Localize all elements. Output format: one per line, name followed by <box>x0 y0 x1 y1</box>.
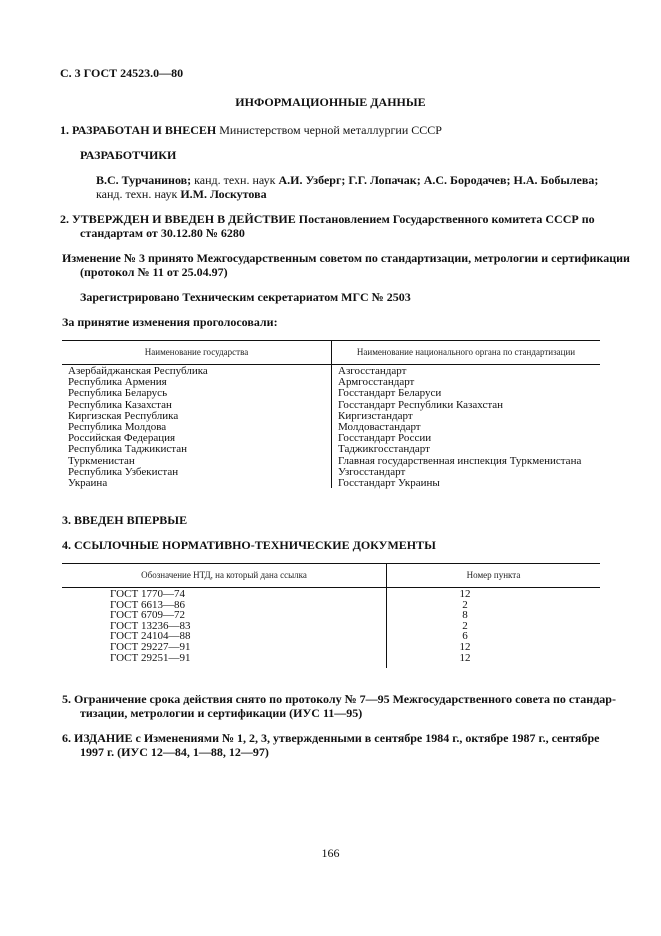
section-1 <box>60 123 442 137</box>
registration-note: Зарегистрировано Техническим секретариатом МГС № 2503 <box>80 290 411 304</box>
table-header: Наименование государства <box>144 347 249 357</box>
section-number: 2. <box>60 212 69 226</box>
table-cell: Республика Армения <box>68 376 167 389</box>
documents-column <box>110 589 190 663</box>
amendment-line-1: Изменение № 3 принято Межгосударственным советом по стандартизации, метрологии и сертификации <box>62 251 630 265</box>
states-column <box>68 366 208 489</box>
table-cell: 8 <box>462 609 468 622</box>
table-cell: Республика Казахстан <box>68 398 172 411</box>
section-number: 3. <box>62 513 71 527</box>
table-cell: Госстандарт Украины <box>338 477 440 490</box>
table-cell: 2 <box>462 619 468 632</box>
table-cell: Азгосстандарт <box>338 365 407 377</box>
developer-degree: канд. техн. наук <box>194 173 276 187</box>
developer-name: И.М. Лоскутова <box>180 187 267 201</box>
table-cell: Республика Молдова <box>68 421 167 434</box>
table-cell: ГОСТ 6613—86 <box>110 598 185 611</box>
table-cell: Российская Федерация <box>68 432 176 445</box>
section-number: 5. <box>62 692 71 706</box>
running-title: С. 3 ГОСТ 24523.0—80 <box>60 66 184 80</box>
section-5-line-2: тизации, метрологии и сертификации (ИУС 11—95) <box>80 706 363 720</box>
table-cell: ГОСТ 1770—74 <box>110 588 185 600</box>
amendment-line-2: (протокол № 11 от 25.04.97) <box>80 265 228 279</box>
table-cell: Туркменистан <box>68 454 135 467</box>
section-3 <box>62 513 187 527</box>
table-cell: 12 <box>459 640 471 653</box>
table-cell: Республика Узбекистан <box>68 465 179 478</box>
table-cell: Украина <box>68 477 108 490</box>
table-column-divider <box>331 340 332 488</box>
table-cell: Главная государственная инспекция Туркменистана <box>338 454 582 467</box>
developer-degree: канд. техн. наук <box>96 187 178 201</box>
developer-name: В.С. Турчанинов; <box>96 173 192 187</box>
developer-name: Н.А. Бобылева; <box>513 173 599 187</box>
table-cell: 6 <box>462 630 468 643</box>
section-2 <box>60 212 595 226</box>
bodies-column <box>338 366 581 489</box>
developer-name: А.С. Бородачев; <box>423 173 511 187</box>
table-cell: Госстандарт России <box>338 432 432 445</box>
developers-line-1 <box>96 173 598 187</box>
table-header: Наименование национального органа по стандартизации <box>356 347 576 357</box>
table-cell: ГОСТ 6709—72 <box>110 609 185 622</box>
table-cell: ГОСТ 24104—88 <box>110 630 191 643</box>
items-column <box>440 589 490 663</box>
section-heading: УТВЕРЖДЕН И ВВЕДЕН В ДЕЙСТВИЕ <box>72 212 296 226</box>
table-cell: Таджикгосстандарт <box>338 443 430 456</box>
section-2-line-2: стандартам от 30.12.80 № 6280 <box>80 226 245 240</box>
table-cell: Республика Беларусь <box>68 387 168 400</box>
table-cell: Узгосстандарт <box>338 465 406 478</box>
section-heading: ВВЕДЕН ВПЕРВЫЕ <box>74 513 188 527</box>
section-heading: ССЫЛОЧНЫЕ НОРМАТИВНО-ТЕХНИЧЕСКИЕ ДОКУМЕНТЫ <box>74 538 436 552</box>
table-cell: Киргизстандарт <box>338 409 413 422</box>
section-heading: РАЗРАБОТАН И ВНЕСЕН <box>72 123 217 137</box>
table-cell: Азербайджанская Республика <box>68 365 208 377</box>
page-title: ИНФОРМАЦИОННЫЕ ДАННЫЕ <box>235 95 426 109</box>
table-header: Номер пункта <box>466 570 521 580</box>
table-cell: Молдовастандарт <box>338 421 421 434</box>
section-6 <box>62 731 600 745</box>
table-cell: Армгосстандарт <box>338 376 415 389</box>
section-number: 4. <box>62 538 71 552</box>
developer-name: А.И. Узберг; <box>278 173 346 187</box>
table-cell: 12 <box>459 588 471 600</box>
section-text: Ограничение срока действия снято по протоколу № 7—95 Межгосударственного совета по стандар- <box>74 692 616 706</box>
page-number: 166 <box>321 846 340 860</box>
developers-heading: РАЗРАБОТЧИКИ <box>80 148 177 162</box>
table-cell: ГОСТ 13236—83 <box>110 619 191 632</box>
table-header: Обозначение НТД, на который дана ссылка <box>141 570 307 580</box>
table-rule <box>62 563 600 564</box>
section-6-line-2: 1997 г. (ИУС 12—84, 1—88, 12—97) <box>80 745 269 759</box>
voted-heading: За принятие изменения проголосовали: <box>62 315 278 329</box>
table-cell: Госстандарт Беларуси <box>338 387 442 400</box>
developer-name: Г.Г. Лопачак; <box>348 173 421 187</box>
table-cell: ГОСТ 29251—91 <box>110 651 191 664</box>
section-text: с Изменениями № 1, 2, 3, утвержденными в сентябре 1984 г., октябре 1987 г., сентябре <box>135 731 600 745</box>
section-text: Постановлением Государственного комитета СССР по <box>298 212 595 226</box>
table-cell: 2 <box>462 598 468 611</box>
table-cell: Киргизская Республика <box>68 409 179 422</box>
table-cell: 12 <box>459 651 471 664</box>
section-number: 1. <box>60 123 69 137</box>
section-4 <box>62 538 436 552</box>
table-cell: Республика Таджикистан <box>68 443 187 456</box>
table-cell: Госстандарт Республики Казахстан <box>338 398 504 411</box>
section-heading: ИЗДАНИЕ <box>74 731 133 745</box>
section-text: Министерством черной металлургии СССР <box>219 123 442 137</box>
developers-line-2 <box>96 187 267 201</box>
table-cell: ГОСТ 29227—91 <box>110 640 191 653</box>
section-5 <box>62 692 616 706</box>
section-number: 6. <box>62 731 71 745</box>
